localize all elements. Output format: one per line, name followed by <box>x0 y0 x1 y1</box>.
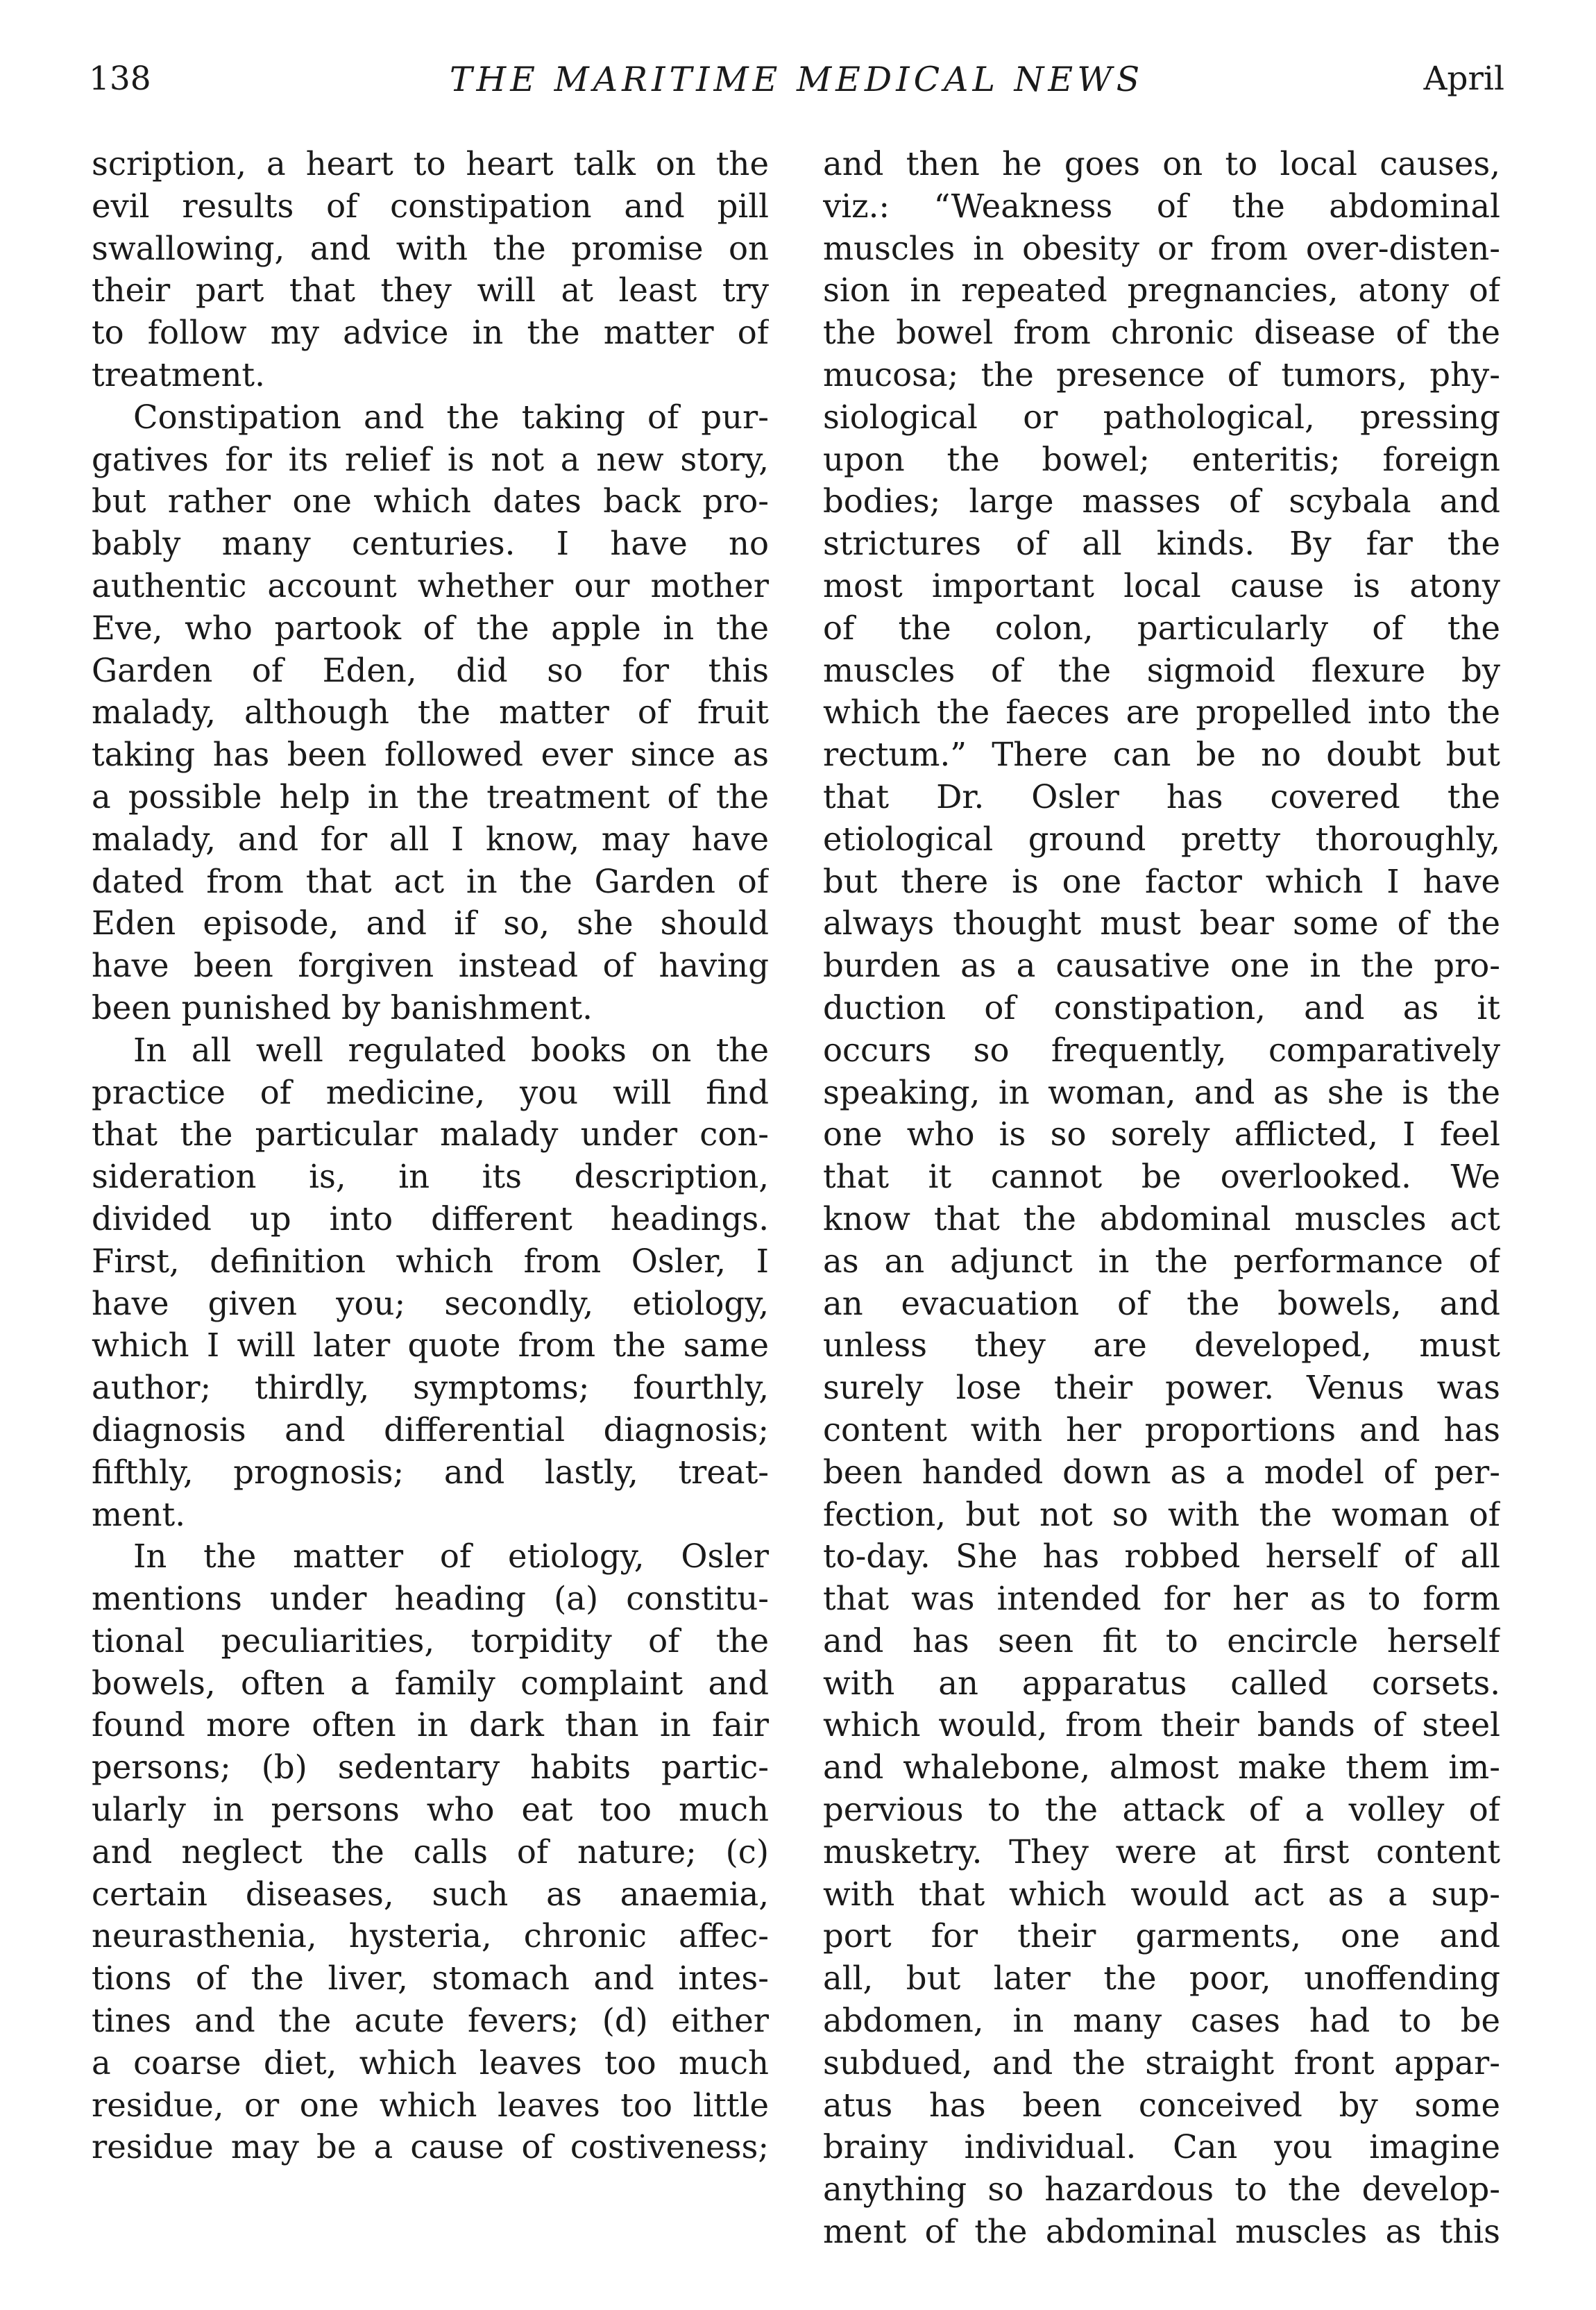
text-line: subdued, and the straight front appar- <box>823 2043 1500 2082</box>
text-line: anything so hazardous to the develop- <box>823 2170 1500 2209</box>
issue-month: April <box>1423 60 1504 98</box>
text-line: In all well regulated books on the <box>133 1031 769 1069</box>
text-line: bably many centuries. I have no <box>92 525 769 563</box>
text-line: with that which would act as a sup- <box>823 1875 1500 1913</box>
text-line: strictures of all kinds. By far the <box>823 525 1500 563</box>
text-line: author; thirdly, symptoms; fourthly, <box>92 1369 769 1407</box>
text-line: brainy individual. Can you imagine <box>823 2128 1500 2166</box>
text-line: viz.: “Weakness of the abdominal <box>823 187 1500 225</box>
text-line: to follow my advice in the matter of <box>92 314 769 352</box>
text-line: swallowing, and with the promise on <box>92 229 769 267</box>
text-line: bodies; large masses of scybala and <box>823 482 1500 521</box>
text-line: tines and the acute fevers; (d) either <box>92 2002 769 2040</box>
text-line: content with her proportions and has <box>823 1410 1500 1449</box>
text-line: unless they are developed, must <box>823 1326 1500 1365</box>
text-line: as an adjunct in the performance of <box>823 1242 1500 1280</box>
text-line: burden as a causative one in the pro- <box>823 947 1500 985</box>
text-line: port for their garments, one and <box>823 1917 1500 1955</box>
text-line: of the colon, particularly of the <box>823 609 1500 647</box>
text-line: divided up into different headings. <box>92 1199 769 1238</box>
text-line: that Dr. Osler has covered the <box>823 777 1500 816</box>
text-line: with an apparatus called corsets. <box>823 1664 1500 1702</box>
text-line: know that the abdominal muscles act <box>823 1199 1500 1238</box>
text-line: one who is so sorely afflicted, I feel <box>823 1115 1500 1154</box>
text-line: malady, although the matter of fruit <box>92 693 769 732</box>
text-line: and has seen fit to encircle herself <box>823 1621 1500 1660</box>
text-line: mentions under heading (a) constitu- <box>92 1580 769 1618</box>
text-line: ularly in persons who eat too much <box>92 1791 769 1829</box>
text-line: muscles in obesity or from over-disten- <box>823 229 1500 267</box>
text-line: In the matter of etiology, Osler <box>133 1537 769 1576</box>
text-line: taking has been followed ever since as <box>92 736 769 774</box>
text-line: ment. <box>92 1495 186 1533</box>
text-line: Garden of Eden, did so for this <box>92 651 769 689</box>
text-line: atus has been conceived by some <box>823 2086 1500 2124</box>
text-line: a coarse diet, which leaves too much <box>92 2043 769 2082</box>
text-line: their part that they will at least try <box>92 271 769 310</box>
text-line: always thought must bear some of the <box>823 904 1500 943</box>
left-text-column <box>92 143 769 2168</box>
text-line: tional peculiarities, torpidity of the <box>92 1621 769 1660</box>
text-line: scription, a heart to heart talk on the <box>92 145 769 183</box>
text-line: the bowel from chronic disease of the <box>823 314 1500 352</box>
text-line: authentic account whether our mother <box>92 566 769 605</box>
text-line: occurs so frequently, comparatively <box>823 1031 1500 1069</box>
text-line: which the faeces are propelled into the <box>823 693 1500 732</box>
page-number: 138 <box>89 60 151 98</box>
text-line: practice of medicine, you will find <box>92 1073 769 1111</box>
text-line: gatives for its relief is not a new story, <box>92 440 769 478</box>
text-line: malady, and for all I know, may have <box>92 820 769 858</box>
text-line: diagnosis and differential diagnosis; <box>92 1410 769 1449</box>
text-line: been punished by banishment. <box>92 988 593 1027</box>
text-line: fection, but not so with the woman of <box>823 1495 1500 1533</box>
text-line: and whalebone, almost make them im- <box>823 1748 1500 1787</box>
text-line: abdomen, in many cases had to be <box>823 2002 1500 2040</box>
right-text-column <box>823 143 1500 2253</box>
text-line: bowels, often a family complaint and <box>92 1664 769 1702</box>
text-line: and then he goes on to local causes, <box>823 145 1500 183</box>
text-line: dated from that act in the Garden of <box>92 862 769 900</box>
text-line: that was intended for her as to form <box>823 1580 1500 1618</box>
text-line: etiological ground pretty thoroughly, <box>823 820 1500 858</box>
text-line: found more often in dark than in fair <box>92 1706 769 1744</box>
text-line: ment of the abdominal muscles as this <box>823 2213 1500 2251</box>
text-line: musketry. They were at first content <box>823 1832 1500 1871</box>
journal-title: THE MARITIME MEDICAL NEWS <box>449 60 1144 99</box>
text-line: have been forgiven instead of having <box>92 947 769 985</box>
text-line: Eve, who partook of the apple in the <box>92 609 769 647</box>
text-line: speaking, in woman, and as she is the <box>823 1073 1500 1111</box>
text-line: muscles of the sigmoid flexure by <box>823 651 1500 689</box>
running-header <box>89 60 1504 112</box>
text-line: pervious to the attack of a volley of <box>823 1791 1500 1829</box>
text-line: sion in repeated pregnancies, atony of <box>823 271 1500 310</box>
text-line: First, definition which from Osler, I <box>92 1242 769 1280</box>
text-line: residue, or one which leaves too little <box>92 2086 769 2124</box>
text-line: siological or pathological, pressing <box>823 398 1500 436</box>
text-line: all, but later the poor, unoffending <box>823 1959 1500 1998</box>
text-line: mucosa; the presence of tumors, phy- <box>823 355 1500 394</box>
text-line: to-day. She has robbed herself of all <box>823 1537 1500 1576</box>
text-line: sideration is, in its description, <box>92 1158 769 1196</box>
text-line: and neglect the calls of nature; (c) <box>92 1832 769 1871</box>
text-line: persons; (b) sedentary habits partic- <box>92 1748 769 1787</box>
text-line: have given you; secondly, etiology, <box>92 1284 769 1322</box>
text-line: most important local cause is atony <box>823 566 1500 605</box>
text-line: rectum.” There can be no doubt but <box>823 736 1500 774</box>
text-line: which would, from their bands of steel <box>823 1706 1500 1744</box>
text-line: but rather one which dates back pro- <box>92 482 769 521</box>
text-line: an evacuation of the bowels, and <box>823 1284 1500 1322</box>
text-line: Constipation and the taking of pur- <box>133 398 769 436</box>
text-line: fifthly, prognosis; and lastly, treat- <box>92 1453 769 1491</box>
text-line: duction of constipation, and as it <box>823 988 1500 1027</box>
text-line: that it cannot be overlooked. We <box>823 1158 1500 1196</box>
text-line: upon the bowel; enteritis; foreign <box>823 440 1500 478</box>
text-line: certain diseases, such as anaemia, <box>92 1875 769 1913</box>
text-line: which I will later quote from the same <box>92 1326 769 1365</box>
text-line: a possible help in the treatment of the <box>92 777 769 816</box>
text-line: evil results of constipation and pill <box>92 187 769 225</box>
text-line: but there is one factor which I have <box>823 862 1500 900</box>
text-line: that the particular malady under con- <box>92 1115 769 1154</box>
text-line: neurasthenia, hysteria, chronic affec- <box>92 1917 769 1955</box>
text-line: Eden episode, and if so, she should <box>92 904 769 943</box>
text-line: been handed down as a model of per- <box>823 1453 1500 1491</box>
text-line: residue may be a cause of costiveness; <box>92 2128 769 2166</box>
text-line: treatment. <box>92 355 265 394</box>
text-line: surely lose their power. Venus was <box>823 1369 1500 1407</box>
text-line: tions of the liver, stomach and intes- <box>92 1959 769 1998</box>
